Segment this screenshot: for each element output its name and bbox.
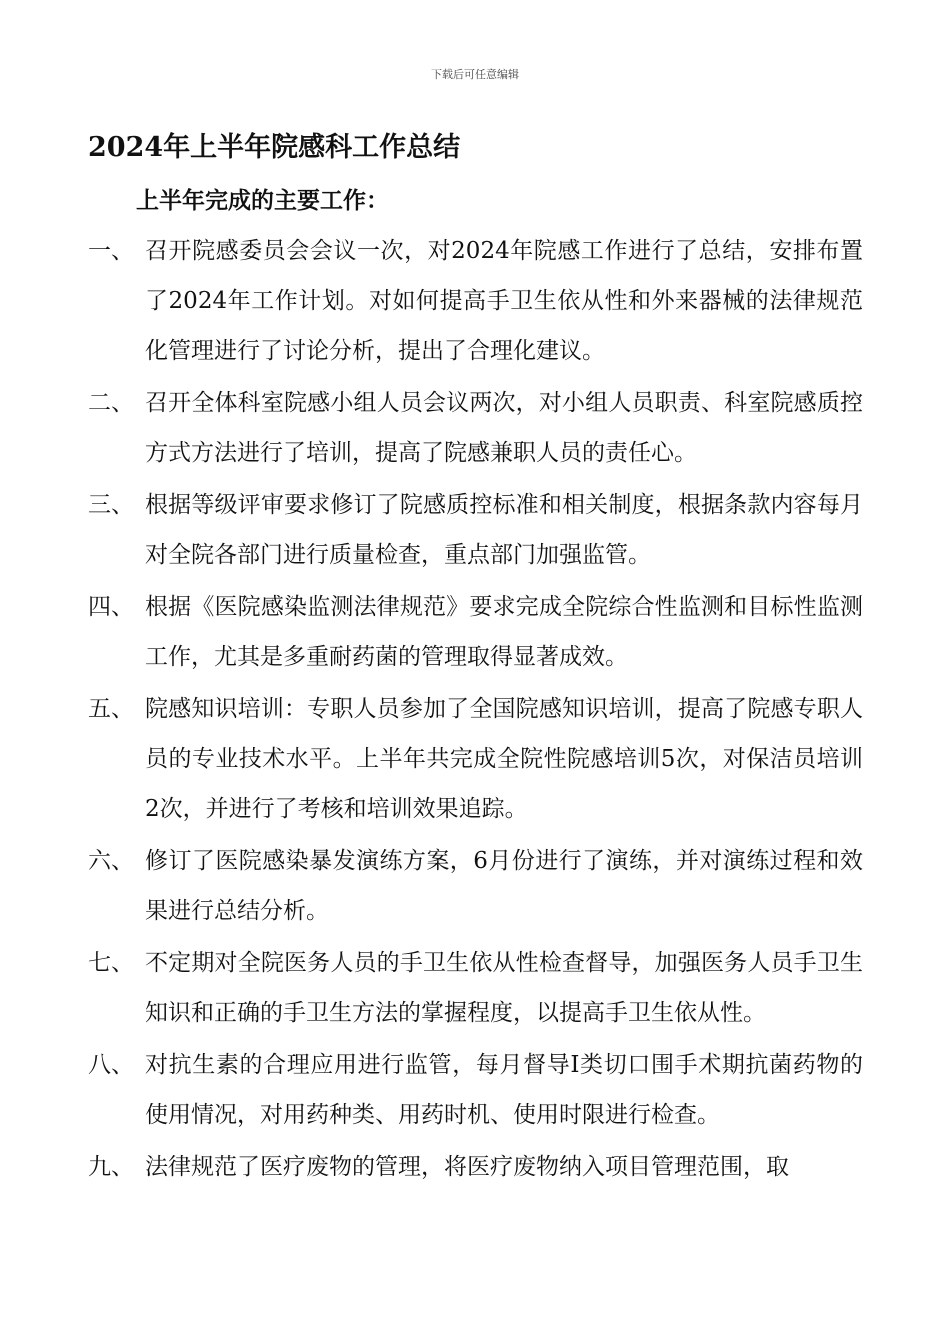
list-item [88,938,863,1038]
section-heading: 上半年完成的主要工作： [136,187,389,214]
work-item-list [88,226,863,1194]
list-item [88,582,863,682]
list-item-text: 对抗生素的合理应用进行监管，每月督导Ⅰ类切口围手术期抗菌药物的使用情况，对用药种类、用药时机、使用时限进行检查。 [145,1052,863,1128]
list-item-number: 六、 [88,848,134,874]
list-item [88,1142,863,1192]
list-item-number: 八、 [88,1052,134,1078]
list-item-text: 不定期对全院医务人员的手卫生依从性检查督导，加强医务人员手卫生知识和正确的手卫生方法的掌握程度，以提高手卫生依从性。 [145,950,863,1026]
list-item-text: 法律规范了医疗废物的管理，将医疗废物纳入项目管理范围，取 [145,1154,789,1180]
page-header-note: 下载后可任意编辑 [431,68,519,81]
list-item-number: 三、 [88,492,134,518]
document-title: 2024年上半年院感科工作总结 [88,132,461,163]
list-item [88,378,863,478]
list-item [88,836,863,936]
list-item-text: 院感知识培训：专职人员参加了全国院感知识培训，提高了院感专职人员的专业技术水平。上半年共完成全院性院感培训5次，对保洁员培训2次，并进行了考核和培训效果追踪。 [145,696,863,822]
list-item-number: 七、 [88,950,134,976]
list-item-text: 召开全体科室院感小组人员会议两次，对小组人员职责、科室院感质控方式方法进行了培训，提高了院感兼职人员的责任心。 [145,390,863,466]
list-item-text: 根据等级评审要求修订了院感质控标准和相关制度，根据条款内容每月对全院各部门进行质量检查，重点部门加强监管。 [145,492,863,568]
list-item-text: 根据《医院感染监测法律规范》要求完成全院综合性监测和目标性监测工作，尤其是多重耐药菌的管理取得显著成效。 [145,594,863,670]
list-item-number: 一、 [88,238,134,264]
list-item [88,1040,863,1140]
list-item [88,684,863,834]
list-item [88,226,863,376]
list-item-text: 修订了医院感染暴发演练方案，6月份进行了演练，并对演练过程和效果进行总结分析。 [145,848,863,924]
list-item-number: 九、 [88,1154,134,1180]
list-item-number: 五、 [88,696,134,722]
list-item-number: 四、 [88,594,134,620]
list-item-number: 二、 [88,390,134,416]
list-item [88,480,863,580]
list-item-text: 召开院感委员会会议一次，对2024年院感工作进行了总结，安排布置了2024年工作计划。对如何提高手卫生依从性和外来器械的法律规范化管理进行了讨论分析，提出了合理化建议。 [145,238,863,364]
